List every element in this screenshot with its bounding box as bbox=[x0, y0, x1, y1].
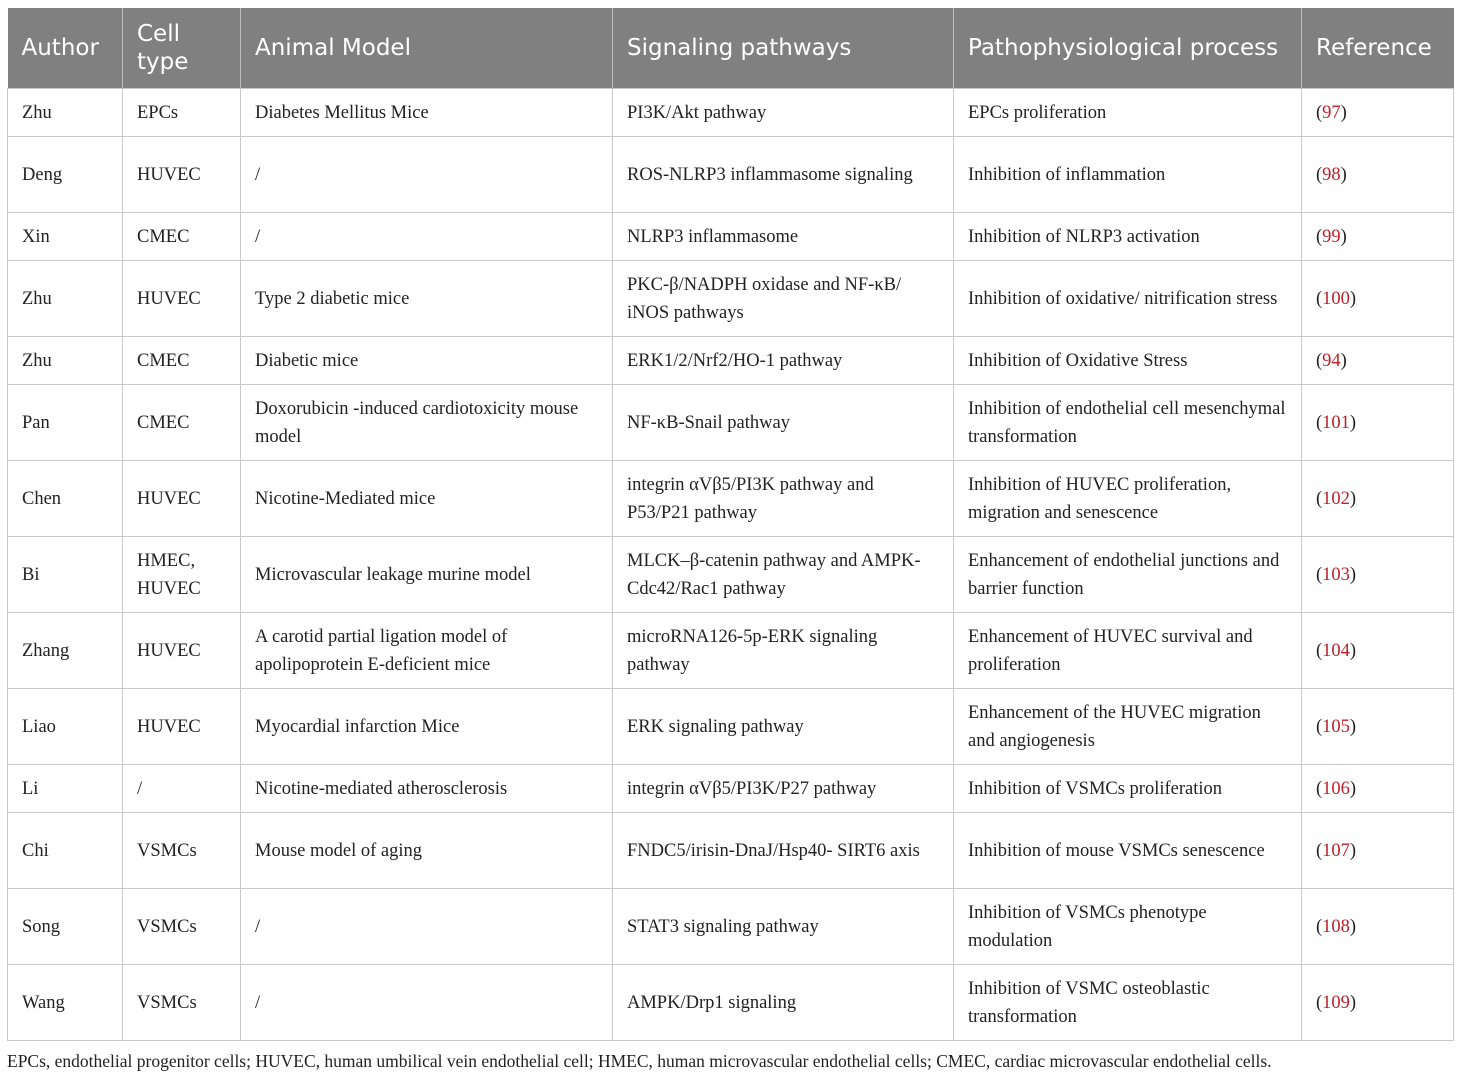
table-row bbox=[8, 537, 1454, 613]
cell-pathways: microRNA126-5p-ERK signaling pathway bbox=[613, 613, 954, 689]
data-table bbox=[7, 8, 1454, 1041]
table-row bbox=[8, 261, 1454, 337]
cell-reference: (106) bbox=[1302, 765, 1454, 813]
cell-cell-type: / bbox=[123, 765, 241, 813]
cell-cell-type: EPCs bbox=[123, 89, 241, 137]
header-reference: Reference bbox=[1302, 8, 1454, 89]
table-body bbox=[8, 89, 1454, 1041]
cell-animal-model: A carotid partial ligation model of apolipoprotein E-deficient mice bbox=[241, 613, 613, 689]
cell-author: Song bbox=[8, 889, 123, 965]
header-author: Author bbox=[8, 8, 123, 89]
cell-pathways: NLRP3 inflammasome bbox=[613, 213, 954, 261]
cell-cell-type: HUVEC bbox=[123, 137, 241, 213]
cell-cell-type: VSMCs bbox=[123, 965, 241, 1041]
cell-reference: (101) bbox=[1302, 385, 1454, 461]
reference-link[interactable]: 98 bbox=[1322, 164, 1341, 185]
cell-animal-model: / bbox=[241, 213, 613, 261]
table-row bbox=[8, 337, 1454, 385]
cell-pathways: PKC-β/NADPH oxidase and NF-κB/ iNOS pathways bbox=[613, 261, 954, 337]
cell-pathways: integrin αVβ5/PI3K/P27 pathway bbox=[613, 765, 954, 813]
reference-link[interactable]: 106 bbox=[1322, 778, 1350, 799]
cell-animal-model: / bbox=[241, 137, 613, 213]
cell-cell-type: HUVEC bbox=[123, 613, 241, 689]
cell-pathways: ERK1/2/Nrf2/HO-1 pathway bbox=[613, 337, 954, 385]
cell-cell-type: HUVEC bbox=[123, 461, 241, 537]
header-row bbox=[8, 8, 1454, 89]
table-row bbox=[8, 613, 1454, 689]
cell-author: Zhu bbox=[8, 261, 123, 337]
cell-cell-type: CMEC bbox=[123, 213, 241, 261]
cell-reference: (107) bbox=[1302, 813, 1454, 889]
table-row bbox=[8, 461, 1454, 537]
cell-pathways: PI3K/Akt pathway bbox=[613, 89, 954, 137]
cell-process: Inhibition of mouse VSMCs senescence bbox=[954, 813, 1302, 889]
cell-reference: (97) bbox=[1302, 89, 1454, 137]
cell-process: Inhibition of VSMCs phenotype modulation bbox=[954, 889, 1302, 965]
cell-reference: (98) bbox=[1302, 137, 1454, 213]
cell-animal-model: Doxorubicin -induced cardiotoxicity mouse model bbox=[241, 385, 613, 461]
cell-cell-type: CMEC bbox=[123, 385, 241, 461]
cell-reference: (104) bbox=[1302, 613, 1454, 689]
cell-author: Chi bbox=[8, 813, 123, 889]
table-row bbox=[8, 137, 1454, 213]
cell-author: Zhu bbox=[8, 89, 123, 137]
cell-cell-type: CMEC bbox=[123, 337, 241, 385]
reference-link[interactable]: 108 bbox=[1322, 916, 1350, 937]
cell-process: Inhibition of HUVEC proliferation, migration and senescence bbox=[954, 461, 1302, 537]
cell-cell-type: VSMCs bbox=[123, 889, 241, 965]
table-row bbox=[8, 813, 1454, 889]
cell-animal-model: Type 2 diabetic mice bbox=[241, 261, 613, 337]
cell-animal-model: Nicotine-Mediated mice bbox=[241, 461, 613, 537]
cell-reference: (102) bbox=[1302, 461, 1454, 537]
reference-link[interactable]: 102 bbox=[1322, 488, 1350, 509]
cell-pathways: FNDC5/irisin-DnaJ/Hsp40- SIRT6 axis bbox=[613, 813, 954, 889]
cell-reference: (94) bbox=[1302, 337, 1454, 385]
cell-author: Li bbox=[8, 765, 123, 813]
cell-animal-model: Nicotine-mediated atherosclerosis bbox=[241, 765, 613, 813]
reference-link[interactable]: 94 bbox=[1322, 350, 1341, 371]
table-row bbox=[8, 965, 1454, 1041]
cell-cell-type: HUVEC bbox=[123, 689, 241, 765]
cell-animal-model: Myocardial infarction Mice bbox=[241, 689, 613, 765]
cell-cell-type: HMEC, HUVEC bbox=[123, 537, 241, 613]
header-animal-model: Animal Model bbox=[241, 8, 613, 89]
reference-link[interactable]: 97 bbox=[1322, 102, 1341, 123]
cell-animal-model: Mouse model of aging bbox=[241, 813, 613, 889]
cell-process: Inhibition of NLRP3 activation bbox=[954, 213, 1302, 261]
header-process: Pathophysiological process bbox=[954, 8, 1302, 89]
cell-cell-type: HUVEC bbox=[123, 261, 241, 337]
reference-link[interactable]: 99 bbox=[1322, 226, 1341, 247]
cell-process: EPCs proliferation bbox=[954, 89, 1302, 137]
cell-author: Pan bbox=[8, 385, 123, 461]
cell-reference: (99) bbox=[1302, 213, 1454, 261]
cell-author: Liao bbox=[8, 689, 123, 765]
cell-cell-type: VSMCs bbox=[123, 813, 241, 889]
table-row bbox=[8, 765, 1454, 813]
cell-pathways: integrin αVβ5/PI3K pathway and P53/P21 pathway bbox=[613, 461, 954, 537]
header-cell-type: Cell type bbox=[123, 8, 241, 89]
table-row bbox=[8, 385, 1454, 461]
table-row bbox=[8, 689, 1454, 765]
cell-author: Zhu bbox=[8, 337, 123, 385]
cell-author: Zhang bbox=[8, 613, 123, 689]
cell-animal-model: Diabetes Mellitus Mice bbox=[241, 89, 613, 137]
cell-reference: (103) bbox=[1302, 537, 1454, 613]
cell-pathways: ERK signaling pathway bbox=[613, 689, 954, 765]
table-container bbox=[7, 8, 1453, 1041]
cell-pathways: AMPK/Drp1 signaling bbox=[613, 965, 954, 1041]
cell-process: Enhancement of endothelial junctions and barrier function bbox=[954, 537, 1302, 613]
cell-process: Inhibition of inflammation bbox=[954, 137, 1302, 213]
cell-reference: (105) bbox=[1302, 689, 1454, 765]
cell-process: Enhancement of the HUVEC migration and angiogenesis bbox=[954, 689, 1302, 765]
cell-process: Inhibition of VSMCs proliferation bbox=[954, 765, 1302, 813]
cell-author: Bi bbox=[8, 537, 123, 613]
reference-link[interactable]: 104 bbox=[1322, 640, 1350, 661]
cell-process: Enhancement of HUVEC survival and proliferation bbox=[954, 613, 1302, 689]
cell-animal-model: Diabetic mice bbox=[241, 337, 613, 385]
table-footnote: EPCs, endothelial progenitor cells; HUVEC, human umbilical vein endothelial cell; HMEC, human microvascular endothelial cells; CMEC, cardiac microvascular endothelial cells. bbox=[7, 1051, 1272, 1071]
reference-link[interactable]: 101 bbox=[1322, 412, 1350, 433]
reference-link[interactable]: 109 bbox=[1322, 992, 1350, 1013]
reference-link[interactable]: 103 bbox=[1322, 564, 1350, 585]
table-row bbox=[8, 89, 1454, 137]
reference-link[interactable]: 105 bbox=[1322, 716, 1350, 737]
cell-animal-model: / bbox=[241, 965, 613, 1041]
cell-pathways: STAT3 signaling pathway bbox=[613, 889, 954, 965]
cell-pathways: ROS-NLRP3 inflammasome signaling bbox=[613, 137, 954, 213]
cell-process: Inhibition of VSMC osteoblastic transformation bbox=[954, 965, 1302, 1041]
cell-process: Inhibition of oxidative/ nitrification stress bbox=[954, 261, 1302, 337]
cell-process: Inhibition of endothelial cell mesenchymal transformation bbox=[954, 385, 1302, 461]
cell-reference: (100) bbox=[1302, 261, 1454, 337]
cell-author: Deng bbox=[8, 137, 123, 213]
cell-author: Xin bbox=[8, 213, 123, 261]
cell-reference: (109) bbox=[1302, 965, 1454, 1041]
table-row bbox=[8, 889, 1454, 965]
cell-animal-model: / bbox=[241, 889, 613, 965]
cell-pathways: MLCK–β-catenin pathway and AMPK-Cdc42/Rac1 pathway bbox=[613, 537, 954, 613]
cell-pathways: NF-κB-Snail pathway bbox=[613, 385, 954, 461]
cell-animal-model: Microvascular leakage murine model bbox=[241, 537, 613, 613]
reference-link[interactable]: 100 bbox=[1322, 288, 1350, 309]
cell-author: Chen bbox=[8, 461, 123, 537]
reference-link[interactable]: 107 bbox=[1322, 840, 1350, 861]
header-signaling-pathways: Signaling pathways bbox=[613, 8, 954, 89]
cell-reference: (108) bbox=[1302, 889, 1454, 965]
cell-author: Wang bbox=[8, 965, 123, 1041]
cell-process: Inhibition of Oxidative Stress bbox=[954, 337, 1302, 385]
table-row bbox=[8, 213, 1454, 261]
